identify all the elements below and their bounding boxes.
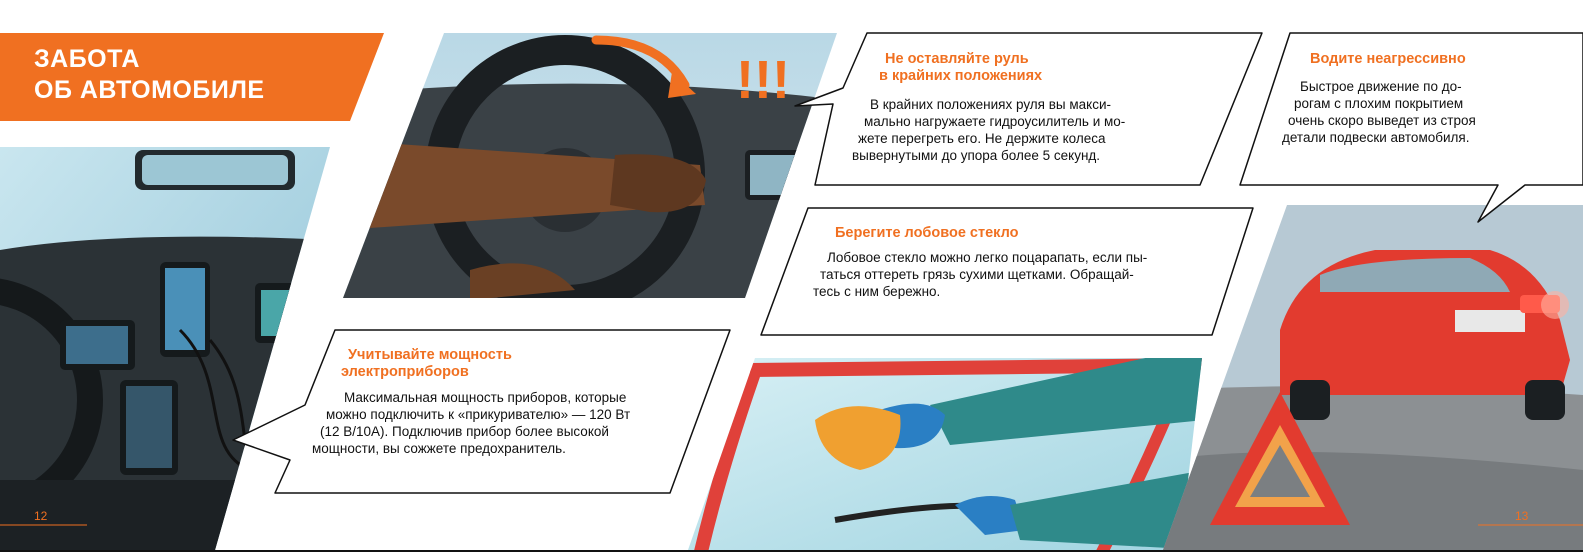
- tip-driving-text: [1282, 78, 1517, 146]
- tip-power-text: [312, 389, 662, 457]
- tip-driving-line: очень скоро выведет из строя: [1288, 113, 1476, 128]
- windshield-cleaning-illustration: [680, 345, 1210, 556]
- tip-driving-line: детали подвески автомобиля.: [1282, 130, 1470, 145]
- tip-power-title-line2: электроприборов: [341, 364, 469, 380]
- tip-driving: [1282, 51, 1517, 146]
- tip-steering-title-line2: в крайних положениях: [879, 68, 1043, 84]
- dashboard-gadgets-illustration: [0, 147, 340, 556]
- tip-steering-text: [852, 96, 1162, 164]
- tip-steering-title: [879, 51, 1172, 85]
- tip-windshield-line: Лобовое стекло можно легко поцарапать, если пы-: [827, 250, 1148, 265]
- tip-windshield-line: таться оттереть грязь сухими щетками. Обращай-: [820, 267, 1134, 282]
- tip-driving-title: Водите неагрессивно: [1310, 51, 1466, 67]
- page-title-line2: ОБ АВТОМОБИЛЕ: [34, 76, 265, 104]
- tip-power-line: (12 В/10А). Подключив прибор более высокой: [320, 424, 609, 439]
- page-title-line1: ЗАБОТА: [34, 45, 140, 73]
- tip-power-line: можно подключить к «прикуривателю» — 120 Вт: [326, 407, 631, 422]
- tip-power-line: Максимальная мощность приборов, которые: [344, 390, 627, 405]
- tip-steering-line: мально нагружаете гидроусилитель и мо-: [864, 114, 1126, 129]
- tip-steering-title-line1: Не оставляйте руль: [885, 51, 1029, 67]
- tip-steering-line: В крайних положениях руля вы макси-: [870, 97, 1111, 112]
- page-title: [34, 44, 265, 106]
- tip-windshield: [813, 225, 1185, 300]
- tip-power-title: [341, 347, 662, 381]
- exclamation-marks: !!!: [736, 50, 790, 110]
- tip-power-line: мощности, вы сожжете предохранитель.: [312, 441, 566, 456]
- tip-steering-line: жете перегреть его. Не держите колеса: [858, 131, 1106, 146]
- page-number-right: 13: [1515, 509, 1529, 523]
- tip-driving-line: Быстрое движение по до-: [1300, 79, 1462, 94]
- tip-windshield-text: [813, 249, 1185, 300]
- tip-driving-line: рогам с плохим покрытием: [1294, 96, 1464, 111]
- tip-power: [312, 347, 662, 457]
- page-number-left: 12: [34, 509, 48, 523]
- tip-steering-line: вывернутыми до упора более 5 секунд.: [852, 148, 1101, 163]
- tip-power-title-line1: Учитывайте мощность: [348, 347, 512, 363]
- tip-steering: [852, 51, 1172, 164]
- tip-windshield-line: тесь с ним бережно.: [813, 284, 941, 299]
- tip-windshield-title: Берегите лобовое стекло: [835, 225, 1019, 241]
